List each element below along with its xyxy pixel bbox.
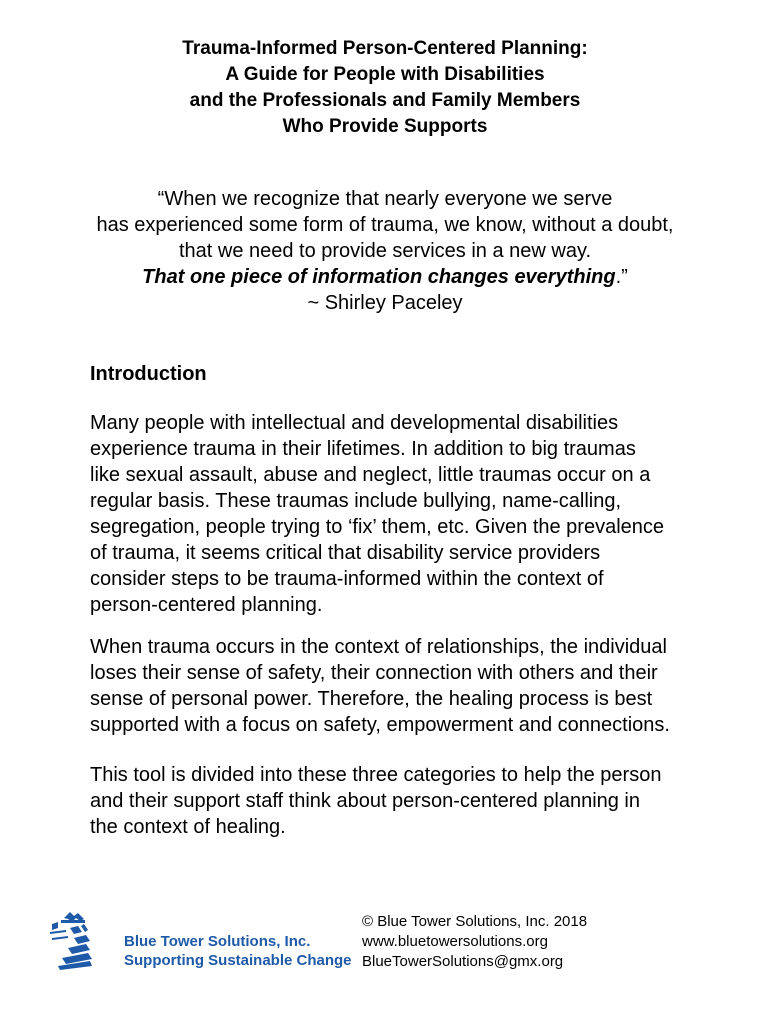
- intro-paragraph-1: [90, 410, 710, 618]
- logo-tagline: Supporting Sustainable Change: [124, 952, 352, 969]
- paragraph-line: the context of healing.: [90, 816, 286, 838]
- company-logo: [48, 908, 352, 978]
- title-line-4: Who Provide Supports: [282, 116, 488, 137]
- quote-line-2: has experienced some form of trauma, we know, without a doubt,: [96, 214, 674, 236]
- quote-attribution: ~ Shirley Paceley: [307, 292, 463, 314]
- blue-tower-logo-icon: [48, 908, 124, 972]
- paragraph-line: of trauma, it seems critical that disability service providers: [90, 542, 601, 564]
- epigraph-quote: [40, 186, 730, 316]
- document-title: [60, 36, 710, 140]
- section-heading-introduction: Introduction: [90, 363, 207, 385]
- paragraph-line: loses their sense of safety, their connection with others and their: [90, 662, 658, 684]
- paragraph-line: sense of personal power. Therefore, the healing process is best: [90, 688, 653, 710]
- paragraph-line: supported with a focus on safety, empowerment and connections.: [90, 714, 670, 736]
- footer-contact: [362, 912, 587, 972]
- quote-line-3: that we need to provide services in a new way.: [178, 240, 592, 262]
- paragraph-line: consider steps to be trauma-informed within the context of: [90, 568, 604, 590]
- paragraph-line: person-centered planning.: [90, 594, 323, 616]
- website-link[interactable]: www.bluetowersolutions.org: [362, 933, 548, 950]
- paragraph-line: This tool is divided into these three categories to help the person: [90, 764, 662, 786]
- paragraph-line: experience trauma in their lifetimes. In addition to big traumas: [90, 438, 636, 460]
- intro-paragraph-2: [90, 634, 710, 738]
- quote-line-1: “When we recognize that nearly everyone we serve: [157, 188, 613, 210]
- title-line-1: Trauma-Informed Person-Centered Planning:: [182, 38, 588, 59]
- logo-text: [124, 932, 352, 970]
- title-line-2: A Guide for People with Disabilities: [225, 64, 545, 85]
- quote-line-4: [40, 264, 730, 290]
- paragraph-line: When trauma occurs in the context of relationships, the individual: [90, 636, 667, 658]
- paragraph-line: like sexual assault, abuse and neglect, little traumas occur on a: [90, 464, 651, 486]
- logo-company-name: Blue Tower Solutions, Inc.: [124, 933, 311, 950]
- email-link[interactable]: BlueTowerSolutions@gmx.org: [362, 953, 564, 970]
- paragraph-line: regular basis. These traumas include bullying, name-calling,: [90, 490, 622, 512]
- quote-emphasis: That one piece of information changes everything: [142, 266, 616, 288]
- intro-paragraph-3: [90, 762, 710, 840]
- quote-end: .”: [615, 266, 628, 288]
- paragraph-line: segregation, people trying to ‘fix’ them, etc. Given the prevalence: [90, 516, 665, 538]
- paragraph-line: Many people with intellectual and developmental disabilities: [90, 412, 619, 434]
- paragraph-line: and their support staff think about person-centered planning in: [90, 790, 640, 812]
- copyright-notice: © Blue Tower Solutions, Inc. 2018: [362, 913, 588, 930]
- title-line-3: and the Professionals and Family Members: [189, 90, 581, 111]
